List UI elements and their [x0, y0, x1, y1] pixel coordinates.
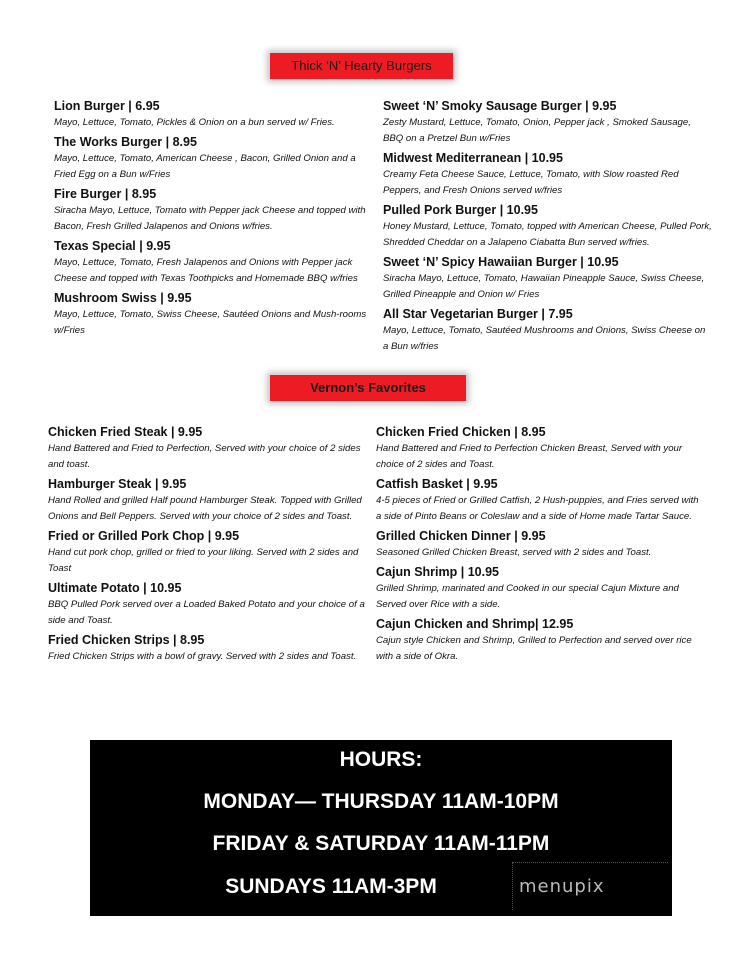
menu-item	[376, 476, 706, 525]
menu-item-description: Fried Chicken Strips with a bowl of gravy. Served with 2 sides and Toast.	[48, 651, 357, 662]
menu-item-name: Texas Special | 9.95	[54, 239, 171, 253]
menu-item-description: Seasoned Grilled Chicken Breast, served with 2 sides and Toast.	[376, 547, 652, 558]
menu-item-description: Mayo, Lettuce, Tomato, American Cheese , Bacon, Grilled Onion and a Fried Egg on a Bun w/Fries	[54, 153, 356, 180]
burgers-left-column	[54, 95, 372, 339]
menu-item-name: Fried Chicken Strips | 8.95	[48, 633, 205, 647]
menu-item	[48, 528, 368, 577]
menu-item-description: Hand Battered and Fried to Perfection, Served with your choice of 2 sides and toast.	[48, 443, 361, 470]
menu-item-name: Cajun Shrimp | 10.95	[376, 565, 499, 579]
menu-item	[383, 306, 713, 355]
favorites-section-banner	[270, 375, 466, 401]
menu-item	[383, 254, 713, 303]
menu-item-name: Fried or Grilled Pork Chop | 9.95	[48, 529, 240, 543]
menu-item	[48, 632, 368, 665]
menu-item-description: 4-5 pieces of Fried or Grilled Catfish, 2 Hush-puppies, and Fries served with a side of Pinto Beans or Coleslaw and a side of Home made Tartar Sauce.	[376, 495, 699, 522]
menu-item	[376, 616, 706, 665]
menu-item-description: Honey Mustard, Lettuce, Tomato, topped with American Cheese, Pulled Pork, Shredded Cheddar on a Jalapeno Ciabatta Bun served w/fries.	[383, 221, 712, 248]
menu-item-name: Hamburger Steak | 9.95	[48, 477, 187, 491]
menu-item	[48, 424, 368, 473]
menu-item-name: All Star Vegetarian Burger | 7.95	[383, 307, 573, 321]
menu-item	[54, 238, 372, 287]
favorites-section-title: Vernon’s Favorites	[310, 380, 426, 395]
menu-item	[54, 290, 372, 339]
menu-item-description: Mayo, Lettuce, Tomato, Swiss Cheese, Sautéed Onions and Mush-rooms w/Fries	[54, 309, 367, 336]
menu-item-description: Hand cut pork chop, grilled or fried to your liking. Served with 2 sides and Toast	[48, 547, 359, 574]
hours-weekday: MONDAY— THURSDAY 11AM-10PM	[203, 790, 559, 813]
menu-item-name: Sweet ‘N’ Spicy Hawaiian Burger | 10.95	[383, 255, 619, 269]
menupix-watermark: menupix	[512, 862, 668, 910]
menu-item	[376, 564, 706, 613]
menu-item	[54, 134, 372, 183]
menu-item-description: Hand Rolled and grilled Half pound Hamburger Steak. Topped with Grilled Onions and Bell Peppers. Served with your choice of 2 sides and Toast.	[48, 495, 362, 522]
menu-item-description: Zesty Mustard, Lettuce, Tomato, Onion, Pepper jack , Smoked Sausage, BBQ on a Pretzel Bun w/Fries	[383, 117, 691, 144]
menu-item-name: Mushroom Swiss | 9.95	[54, 291, 192, 305]
menu-item-description: Mayo, Lettuce, Tomato, Sautéed Mushrooms and Onions, Swiss Cheese on a Bun w/fries	[383, 325, 706, 352]
burgers-right-column	[383, 95, 713, 355]
menu-item-name: Fire Burger | 8.95	[54, 187, 157, 201]
menu-item-description: Creamy Feta Cheese Sauce, Lettuce, Tomato, with Slow roasted Red Peppers, and Fresh Onions served w/fries	[383, 169, 679, 196]
burgers-section-title: Thick ‘N’ Hearty Burgers	[291, 58, 432, 73]
menu-item-name: Chicken Fried Chicken | 8.95	[376, 425, 546, 439]
menu-item-description: Grilled Shrimp, marinated and Cooked in our special Cajun Mixture and Served over Rice with a side.	[376, 583, 679, 610]
menu-item-name: Lion Burger | 6.95	[54, 99, 160, 113]
burgers-section-banner	[270, 53, 453, 79]
hours-friday-saturday: FRIDAY & SATURDAY 11AM-11PM	[212, 832, 550, 855]
menu-item-description: Siracha Mayo, Lettuce, Tomato, Hawaiian Pineapple Sauce, Swiss Cheese, Grilled Pineapple and Onion w/ Fries	[383, 273, 705, 300]
menu-item	[54, 98, 372, 131]
menu-item	[383, 150, 713, 199]
menu-item-description: BBQ Pulled Pork served over a Loaded Baked Potato and your choice of a side and Toast.	[48, 599, 365, 626]
menu-item-name: The Works Burger | 8.95	[54, 135, 197, 149]
menu-item-name: Grilled Chicken Dinner | 9.95	[376, 529, 546, 543]
menu-item-name: Ultimate Potato | 10.95	[48, 581, 182, 595]
menu-item	[383, 98, 713, 147]
menu-item-name: Catfish Basket | 9.95	[376, 477, 498, 491]
menu-item	[383, 202, 713, 251]
menu-item-description: Hand Battered and Fried to Perfection Chicken Breast, Served with your choice of 2 sides and Toast.	[376, 443, 683, 470]
favorites-right-column	[376, 421, 706, 665]
menu-item-name: Sweet ‘N’ Smoky Sausage Burger | 9.95	[383, 99, 617, 113]
menu-item-description: Siracha Mayo, Lettuce, Tomato with Pepper jack Cheese and topped with Bacon, Fresh Grilled Jalapenos and Onions w/fries.	[54, 205, 366, 232]
menu-item	[376, 528, 706, 561]
menu-item-description: Mayo, Lettuce, Tomato, Pickles & Onion on a bun served w/ Fries.	[54, 117, 335, 128]
menu-item	[376, 424, 706, 473]
menu-item-name: Chicken Fried Steak | 9.95	[48, 425, 203, 439]
menu-item	[48, 476, 368, 525]
menu-item	[54, 186, 372, 235]
menu-item-description: Mayo, Lettuce, Tomato, Fresh Jalapenos and Onions with Pepper jack Cheese and topped with Texas Toothpicks and Homemade BBQ w/fries	[54, 257, 358, 284]
favorites-left-column	[48, 421, 368, 665]
menu-item-name: Cajun Chicken and Shrimp| 12.95	[376, 617, 574, 631]
hours-title: HOURS:	[339, 748, 423, 771]
menu-item-name: Midwest Mediterranean | 10.95	[383, 151, 563, 165]
menu-item	[48, 580, 368, 629]
menu-item-name: Pulled Pork Burger | 10.95	[383, 203, 538, 217]
hours-sunday: SUNDAYS 11AM-3PM	[225, 875, 437, 898]
menu-item-description: Cajun style Chicken and Shrimp, Grilled to Perfection and served over rice with a side of Okra.	[376, 635, 692, 662]
